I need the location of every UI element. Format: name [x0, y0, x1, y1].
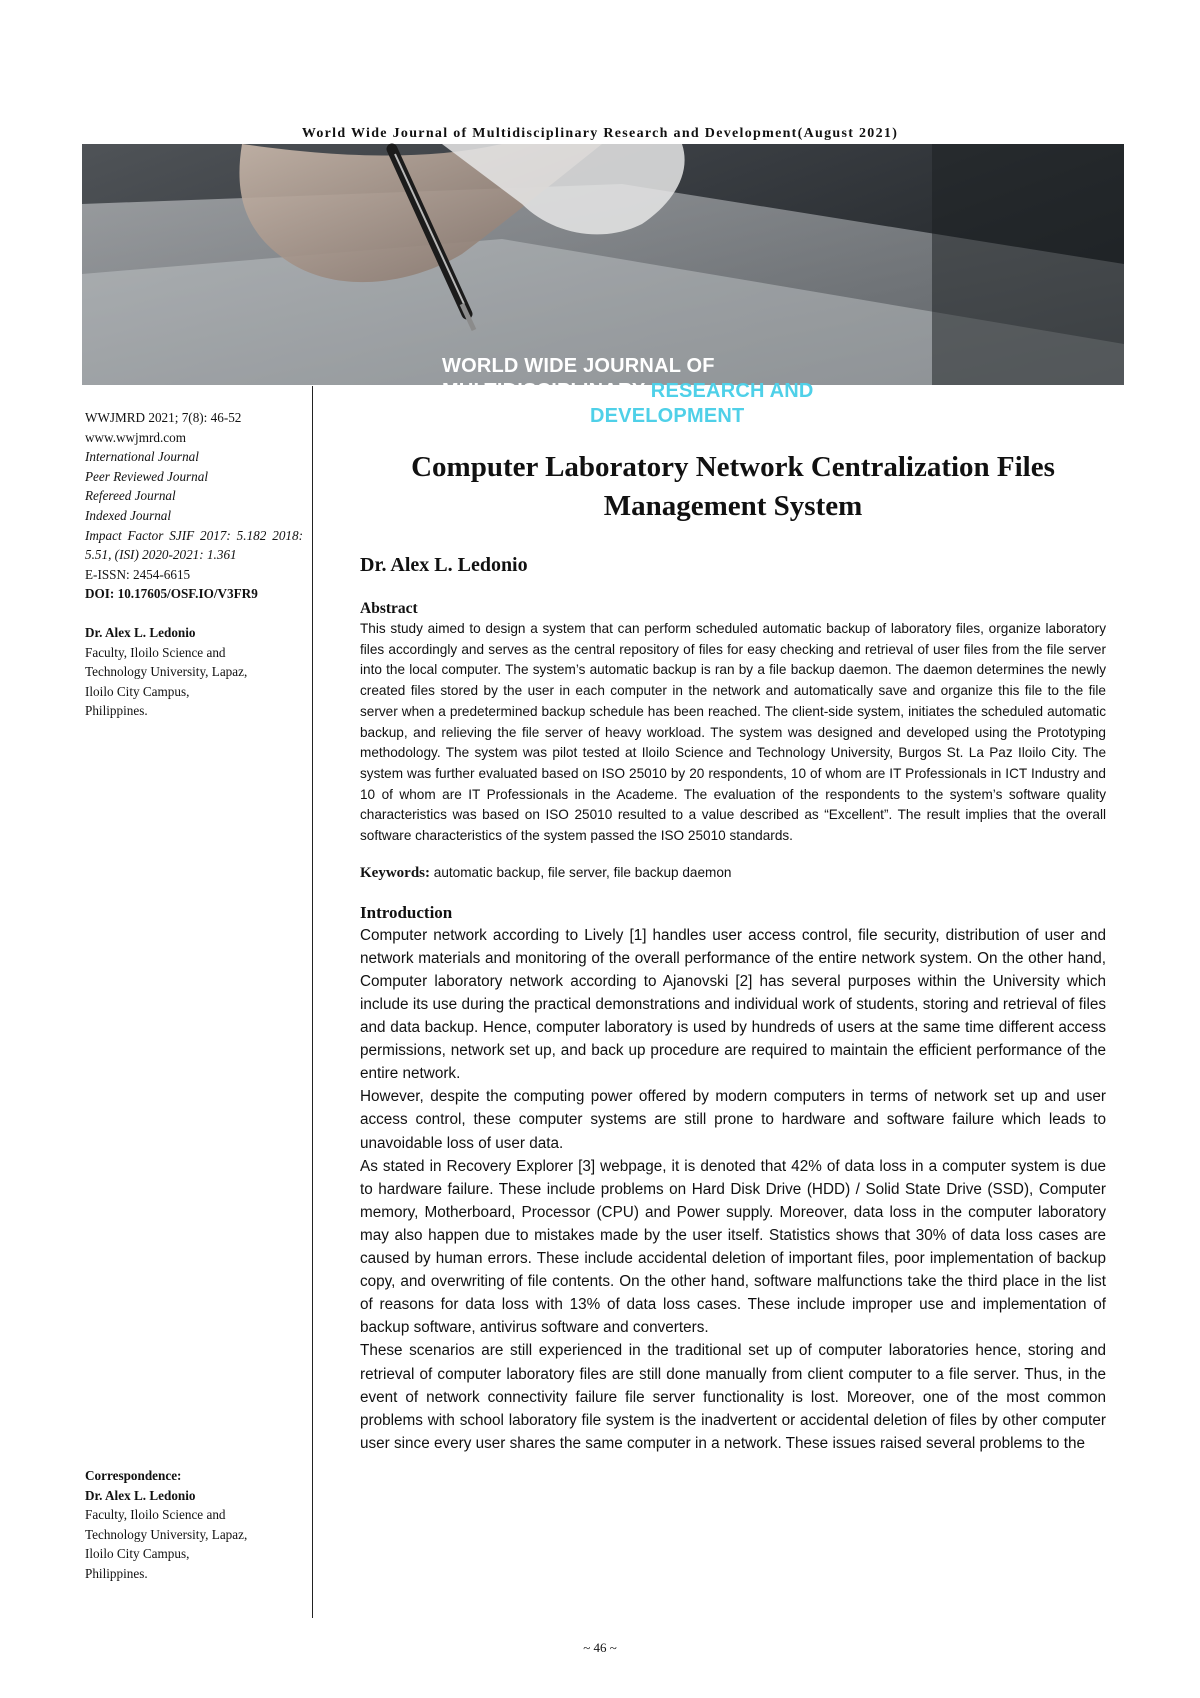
correspondence-block — [85, 1466, 303, 1584]
intro-paragraph: Computer network according to Lively [1] handles user access control, file security, distribution of user and network materials and monitoring of the overall performance of the entire network system. On the other hand, Computer laboratory network according to Ajanovski [2] has several purposes within the University which include its use during the practical demonstrations and individual work of students, storing and retrieval of files and data backup. Hence, computer laboratory is used by hundreds of users at the same time different access permissions, network set up, and back up procedure are required to maintain the efficient performance of the entire network. — [360, 926, 1106, 1083]
abstract-text: This study aimed to design a system that can perform scheduled automatic backup of laboratory files, organize laboratory files accordingly and serves as the central repository of files for easy checking and retrieval of user files from the file server into the local computer. The system’s automatic backup is ran by a file backup daemon. The daemon determines the newly created files stored by the user in each computer in the network and automatically save and organize this file to the file server when a predetermined backup schedule has been reached. The client-side system, initiates the scheduled automatic backup, and relieving the file server of heavy workload. The system was designed and developed using the Prototyping methodology. The system was pilot tested at Iloilo Science and Technology University, Burgos St. La Paz Iloilo City. The system was further evaluated based on ISO 25010 by 20 respondents, 10 of whom are IT Professionals in ICT Industry and 10 of whom are IT Professionals in the Academe. The evaluation of the respondents to the system’s software quality characteristics was based on ISO 25010 resulted to a value described as “Excellent”. The result implies that the overall software characteristics of the system passed the ISO 25010 standards. — [360, 621, 1106, 844]
correspondence-name: Dr. Alex L. Ledonio — [85, 1487, 196, 1503]
intro-paragraph: However, despite the computing power offered by modern computers in terms of network set up and user access control, these computer systems are still prone to hardware and software failure which leads to unavoidable loss of user data. — [360, 1088, 1106, 1152]
journal-website[interactable]: www.wwjmrd.com — [85, 429, 186, 445]
correspondence-affiliation-line: Faculty, Iloilo Science and — [85, 1507, 226, 1523]
banner-title-line1: WORLD WIDE JOURNAL OF — [442, 355, 715, 377]
article-info-sidebar — [85, 408, 303, 721]
impact-factor: Impact Factor SJIF 2017: 5.182 2018: 5.51, (ISI) 2020-2021: 1.361 — [85, 527, 303, 563]
doi[interactable]: DOI: 10.17605/OSF.IO/V3FR9 — [85, 586, 258, 602]
introduction-heading: Introduction — [360, 902, 453, 922]
keywords-text: automatic backup, file server, file backup daemon — [430, 864, 732, 880]
article-main-column — [360, 448, 1106, 1455]
sidebar-affiliation-line: Iloilo City Campus, — [85, 683, 190, 699]
banner-photo-illustration — [82, 144, 1124, 385]
correspondence-affiliation-line: Iloilo City Campus, — [85, 1546, 190, 1562]
sidebar-affiliation-line: Technology University, Lapaz, — [85, 664, 248, 680]
correspondence-affiliation-line: Technology University, Lapaz, — [85, 1526, 248, 1542]
citation: WWJMRD 2021; 7(8): 46-52 — [85, 410, 242, 425]
sidebar-affiliation-line: Philippines. — [85, 703, 148, 719]
banner-title-line3: DEVELOPMENT — [590, 405, 745, 427]
page-number: ~ 46 ~ — [583, 1640, 617, 1655]
keywords-line — [360, 865, 1106, 882]
journal-type: Refereed Journal — [85, 488, 176, 504]
banner-title-line2-accent: RESEARCH AND — [650, 380, 814, 402]
banner-journal-title — [442, 354, 962, 429]
column-divider — [312, 386, 313, 1618]
journal-type: Indexed Journal — [85, 507, 172, 523]
banner-title-line2 — [442, 379, 962, 404]
running-head: World Wide Journal of Multidisciplinary Research and Development(August 2021) — [301, 126, 899, 141]
journal-type: Peer Reviewed Journal — [85, 468, 209, 484]
correspondence-affiliation-line: Philippines. — [85, 1565, 148, 1581]
sidebar-author-name: Dr. Alex L. Ledonio — [85, 624, 196, 640]
abstract-heading: Abstract — [360, 600, 418, 617]
intro-paragraph: As stated in Recovery Explorer [3] webpage, it is denoted that 42% of data loss in a computer system is due to hardware failure. These include problems on Hard Disk Drive (HDD) / Solid State Drive (SSD), Computer memory, Motherboard, Processor (CPU) and Power supply. Moreover, data loss in the computer laboratory may also happen due to mistakes made by the user itself. Statistics shows that 30% of data loss cases are caused by human errors. These include accidental deletion of important files, poor implementation of backup copy, and overwriting of file contents. On the other hand, software malfunctions take the third place in the list of reasons for data loss with 13% of data loss cases. These include improper use and implementation of backup software, antivirus software and converters. — [360, 1157, 1106, 1337]
journal-type: International Journal — [85, 449, 199, 465]
eissn: E-ISSN: 2454-6615 — [85, 566, 191, 582]
intro-paragraph: These scenarios are still experienced in the traditional set up of computer laboratories hence, storing and retrieval of computer laboratory files are still done manually from client computer to a file server. Thus, in the event of network connectivity failure file server functionality is lost. Moreover, one of the most common problems with school laboratory file system is the inadvertent or accidental deletion of files by other computer user since every user shares the same computer in a network. These issues raised several problems to the — [360, 1342, 1106, 1452]
sidebar-affiliation-line: Faculty, Iloilo Science and — [85, 644, 226, 660]
banner-title-line2-white: MULTIDISCIPLINARY — [442, 380, 651, 402]
paper-title: Computer Laboratory Network Centralization Files Management System — [411, 451, 1055, 522]
correspondence-label: Correspondence: — [85, 1468, 182, 1483]
keywords-label: Keywords: — [360, 864, 430, 881]
paper-author: Dr. Alex L. Ledonio — [360, 554, 528, 576]
